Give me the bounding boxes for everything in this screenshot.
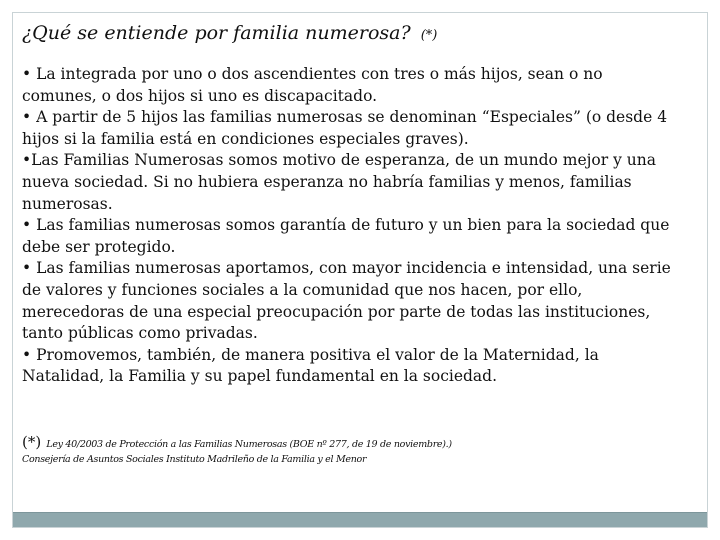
title-footnote-marker: (*)	[420, 28, 438, 43]
bullet-item: •Las Familias Numerosas somos motivo de esperanza, de un mundo mejor y una nueva sociedad. Si no hubiera esperanza no habría familias y menos, familias numerosas.	[22, 151, 656, 213]
footnote-source: Consejería de Asuntos Sociales Instituto Madrileño de la Familia y el Menor	[22, 454, 367, 465]
bullet-item: • Promovemos, también, de manera positiva el valor de la Maternidad, la Natalidad, la Familia y su papel fundamental en la sociedad.	[22, 345, 599, 386]
footnote-reference: Ley 40/2003 de Protección a las Familias Numerosas (BOE nº 277, de 19 de noviembre).)	[46, 439, 452, 450]
footnote-marker: (*)	[22, 433, 42, 451]
bullet-item: • Las familias numerosas somos garantía de futuro y un bien para la sociedad que debe ser protegido.	[22, 216, 670, 256]
title-text: ¿Qué se entiende por familia numerosa?	[22, 22, 411, 44]
bullet-item: • La integrada por uno o dos ascendientes con tres o más hijos, sean o no comunes, o dos hijos si uno es discapacitado.	[22, 65, 603, 105]
bullet-list	[22, 64, 682, 388]
slide-bottom-bar	[13, 512, 707, 527]
footnote	[22, 432, 682, 465]
bullet-item: • Las familias numerosas aportamos, con mayor incidencia e intensidad, una serie de valores y funciones sociales a la comunidad que nos hacen, por ello, merecedoras de una especial preocupación por parte de todas las instituciones, tanto públicas como privadas.	[22, 259, 671, 343]
bullet-item: • A partir de 5 hijos las familias numerosas se denominan “Especiales” (o desde 4 hijos si la familia está en condiciones especiales graves).	[22, 108, 668, 148]
slide-title	[22, 22, 437, 44]
